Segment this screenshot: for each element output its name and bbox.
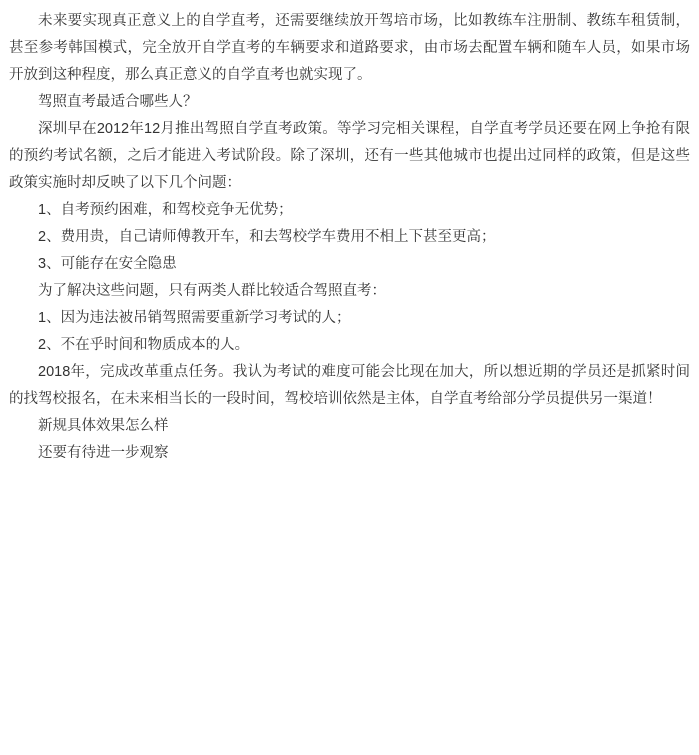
paragraph-future-outlook: 未来要实现真正意义上的自学直考，还需要继续放开驾培市场，比如教练车注册制、教练车租赁制，甚至参考韩国模式，完全放开自学直考的车辆要求和道路要求，由市场去配置车辆和随车人员，如果市场开放到这种程度，那么真正意义的自学直考也就实现了。 bbox=[9, 13, 690, 83]
paragraph-two-groups: 为了解决这些问题，只有两类人群比较适合驾照直考： bbox=[38, 283, 386, 299]
problem-item-1: 1、自考预约困难，和驾校竞争无优势； bbox=[38, 202, 293, 218]
group-item-2: 2、不在乎时间和物质成本的人。 bbox=[38, 337, 250, 353]
problem-item-3: 3、可能存在安全隐患 bbox=[38, 256, 177, 272]
heading-who-suits-direct-test: 驾照直考最适合哪些人？ bbox=[38, 94, 198, 110]
paragraph-2018-reform: 2018年，完成改革重点任务。我认为考试的难度可能会比现在加大，所以想近期的学员还是抓紧时间的找驾校报名，在未来相当长的一段时间，驾校培训依然是主体，自学直考给部分学员提供另一渠道！ bbox=[9, 364, 690, 407]
paragraph-needs-observation: 还要有待进一步观察 bbox=[38, 445, 169, 461]
heading-new-rules-effect: 新规具体效果怎么样 bbox=[38, 418, 169, 434]
problem-item-2: 2、费用贵，自己请师傅教开车，和去驾校学车费用不相上下甚至更高； bbox=[38, 229, 496, 245]
paragraph-shenzhen-policy: 深圳早在2012年12月推出驾照自学直考政策。等学习完相关课程，自学直考学员还要在网上争抢有限的预约考试名额，之后才能进入考试阶段。除了深圳，还有一些其他城市也提出过同样的政策，但是这些政策实施时却反映了以下几个问题： bbox=[9, 121, 690, 191]
group-item-1: 1、因为违法被吊销驾照需要重新学习考试的人； bbox=[38, 310, 351, 326]
